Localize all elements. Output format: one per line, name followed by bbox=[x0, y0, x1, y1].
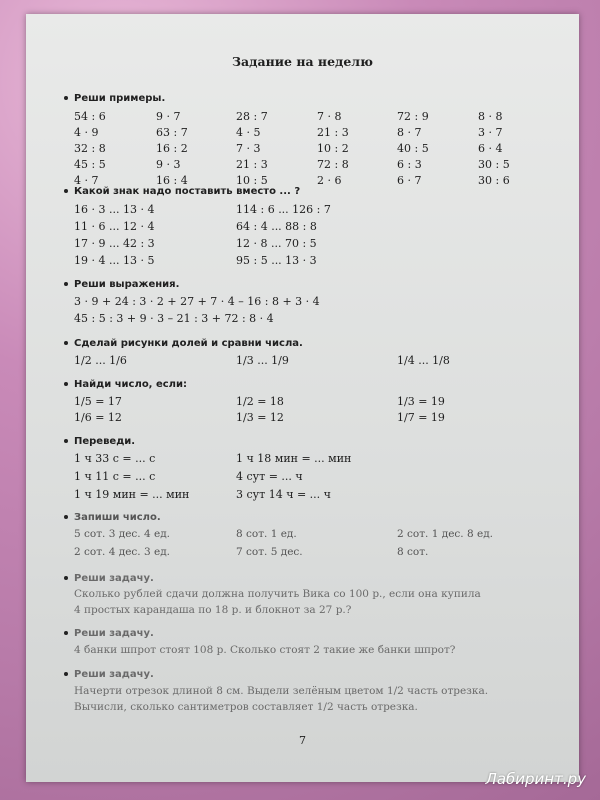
write-cell: 8 сот. bbox=[397, 546, 429, 558]
convert-cell: 1 ч 19 мин = ... мин bbox=[74, 488, 190, 501]
heading-text: Реши задачу. bbox=[74, 573, 154, 584]
section-heading-convert bbox=[64, 436, 135, 447]
convert-cell: 1 ч 11 с = ... с bbox=[74, 470, 156, 483]
task1-line: Сколько рублей сдачи должна получить Вика со 100 р., если она купила bbox=[74, 588, 481, 600]
convert-cell: 1 ч 18 мин = ... мин bbox=[236, 452, 352, 465]
example-cell: 4 · 9 bbox=[74, 126, 99, 139]
example-cell: 72 : 8 bbox=[317, 158, 349, 171]
example-cell: 30 : 6 bbox=[478, 174, 510, 187]
watermark-logo: Лабиринт.ру bbox=[485, 770, 586, 788]
heading-text: Какой знак надо поставить вместо ... ? bbox=[74, 186, 301, 197]
example-cell: 6 : 3 bbox=[397, 158, 422, 171]
bullet-icon bbox=[64, 631, 68, 635]
bullet-icon bbox=[64, 515, 68, 519]
example-cell: 72 : 9 bbox=[397, 110, 429, 123]
sign-cell: 12 · 8 ... 70 : 5 bbox=[236, 237, 317, 250]
example-cell: 54 : 6 bbox=[74, 110, 106, 123]
section-heading-expressions bbox=[64, 279, 179, 290]
heading-text: Реши задачу. bbox=[74, 628, 154, 639]
task3-line: Начерти отрезок длиной 8 см. Выдели зелёным цветом 1/2 часть отрезка. bbox=[74, 685, 489, 697]
bullet-icon bbox=[64, 189, 68, 193]
write-cell: 2 сот. 1 дес. 8 ед. bbox=[397, 528, 493, 540]
find-cell: 1/7 = 19 bbox=[397, 411, 445, 424]
example-cell: 63 : 7 bbox=[156, 126, 188, 139]
example-cell: 40 : 5 bbox=[397, 142, 429, 155]
example-cell: 32 : 8 bbox=[74, 142, 106, 155]
sign-cell: 95 : 5 ... 13 · 3 bbox=[236, 254, 317, 267]
bullet-icon bbox=[64, 341, 68, 345]
sign-cell: 114 : 6 ... 126 : 7 bbox=[236, 203, 331, 216]
fraction-item: 1/3 ... 1/9 bbox=[236, 354, 289, 367]
find-cell: 1/2 = 18 bbox=[236, 395, 284, 408]
example-cell: 9 · 3 bbox=[156, 158, 181, 171]
sign-cell: 16 · 3 ... 13 · 4 bbox=[74, 203, 155, 216]
example-cell: 7 · 8 bbox=[317, 110, 342, 123]
task3-line: Вычисли, сколько сантиметров составляет 1/2 часть отрезка. bbox=[74, 701, 418, 713]
heading-text: Сделай рисунки долей и сравни числа. bbox=[74, 338, 303, 349]
section-heading-find bbox=[64, 379, 187, 390]
find-cell: 1/3 = 12 bbox=[236, 411, 284, 424]
example-cell: 2 · 6 bbox=[317, 174, 342, 187]
section-heading-task1 bbox=[64, 573, 154, 584]
example-cell: 16 : 4 bbox=[156, 174, 188, 187]
convert-cell: 4 сут = ... ч bbox=[236, 470, 303, 483]
write-cell: 2 сот. 4 дес. 3 ед. bbox=[74, 546, 170, 558]
sign-cell: 17 · 9 ... 42 : 3 bbox=[74, 237, 155, 250]
heading-text: Запиши число. bbox=[74, 512, 161, 523]
heading-text: Реши выражения. bbox=[74, 279, 180, 290]
bullet-icon bbox=[64, 576, 68, 580]
example-cell: 10 : 2 bbox=[317, 142, 349, 155]
find-cell: 1/5 = 17 bbox=[74, 395, 122, 408]
example-cell: 21 : 3 bbox=[236, 158, 268, 171]
example-cell: 8 · 8 bbox=[478, 110, 503, 123]
example-cell: 7 · 3 bbox=[236, 142, 261, 155]
find-cell: 1/6 = 12 bbox=[74, 411, 122, 424]
example-cell: 6 · 7 bbox=[397, 174, 422, 187]
example-cell: 8 · 7 bbox=[397, 126, 422, 139]
bullet-icon bbox=[64, 382, 68, 386]
section-heading-fractions bbox=[64, 338, 303, 349]
heading-text: Найди число, если: bbox=[74, 379, 188, 390]
heading-text: Реши примеры. bbox=[74, 93, 166, 104]
workbook-page bbox=[26, 14, 579, 782]
write-cell: 5 сот. 3 дес. 4 ед. bbox=[74, 528, 170, 540]
example-cell: 9 · 7 bbox=[156, 110, 181, 123]
bullet-icon bbox=[64, 282, 68, 286]
example-cell: 4 · 5 bbox=[236, 126, 261, 139]
example-cell: 3 · 7 bbox=[478, 126, 503, 139]
write-cell: 8 сот. 1 ед. bbox=[236, 528, 297, 540]
expression-line: 45 : 5 : 3 + 9 · 3 – 21 : 3 + 72 : 8 · 4 bbox=[74, 312, 274, 325]
section-heading-task3 bbox=[64, 669, 154, 680]
task2-line: 4 банки шпрот стоят 108 р. Сколько стоят 2 такие же банки шпрот? bbox=[74, 644, 456, 656]
fraction-item: 1/4 ... 1/8 bbox=[397, 354, 450, 367]
section-heading-examples bbox=[64, 93, 165, 104]
example-cell: 45 : 5 bbox=[74, 158, 106, 171]
convert-cell: 1 ч 33 с = ... с bbox=[74, 452, 156, 465]
bullet-icon bbox=[64, 96, 68, 100]
fraction-item: 1/2 ... 1/6 bbox=[74, 354, 127, 367]
expression-line: 3 · 9 + 24 : 3 · 2 + 27 + 7 · 4 – 16 : 8 + 3 · 4 bbox=[74, 295, 320, 308]
page-title: Задание на неделю bbox=[232, 54, 373, 69]
example-cell: 28 : 7 bbox=[236, 110, 268, 123]
bullet-icon bbox=[64, 439, 68, 443]
example-cell: 10 : 5 bbox=[236, 174, 268, 187]
section-heading-write bbox=[64, 512, 161, 523]
example-cell: 30 : 5 bbox=[478, 158, 510, 171]
heading-text: Переведи. bbox=[74, 436, 136, 447]
convert-cell: 3 сут 14 ч = ... ч bbox=[236, 488, 331, 501]
example-cell: 4 · 7 bbox=[74, 174, 99, 187]
example-cell: 6 · 4 bbox=[478, 142, 503, 155]
example-cell: 21 : 3 bbox=[317, 126, 349, 139]
sign-cell: 11 · 6 ... 12 · 4 bbox=[74, 220, 155, 233]
section-heading-sign bbox=[64, 186, 300, 197]
sign-cell: 19 · 4 ... 13 · 5 bbox=[74, 254, 155, 267]
heading-text: Реши задачу. bbox=[74, 669, 154, 680]
write-cell: 7 сот. 5 дес. bbox=[236, 546, 303, 558]
bullet-icon bbox=[64, 672, 68, 676]
task1-line: 4 простых карандаша по 18 р. и блокнот за 27 р.? bbox=[74, 604, 352, 616]
find-cell: 1/3 = 19 bbox=[397, 395, 445, 408]
sign-cell: 64 : 4 ... 88 : 8 bbox=[236, 220, 317, 233]
example-cell: 16 : 2 bbox=[156, 142, 188, 155]
page-number: 7 bbox=[299, 734, 306, 747]
section-heading-task2 bbox=[64, 628, 154, 639]
